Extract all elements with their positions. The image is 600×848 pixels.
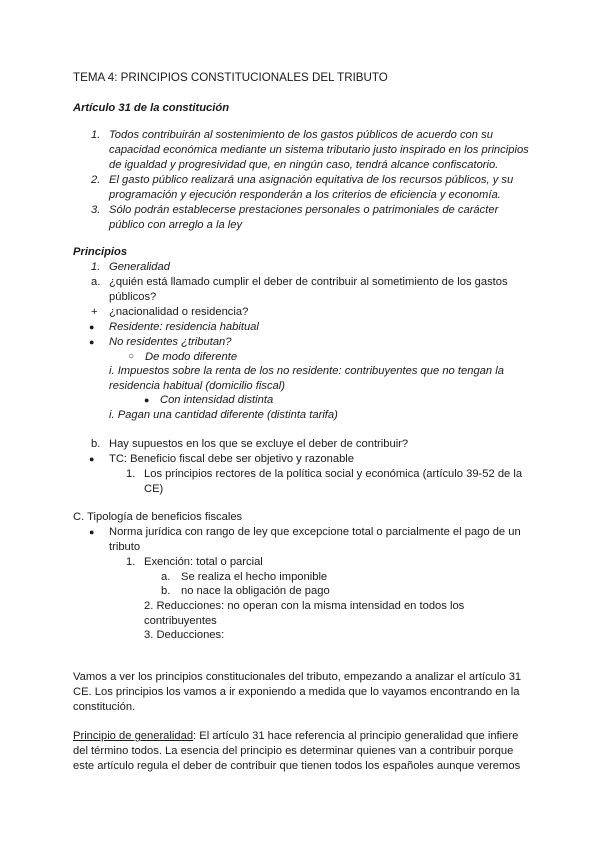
con-intensidad-item: Con intensidad distinta	[160, 394, 274, 406]
norma-line: Norma jurídica con rango de ley que excepcione total o parcialmente el pago de un	[109, 526, 521, 538]
list-marker: a.	[91, 276, 101, 288]
bullet-icon: ●	[89, 337, 95, 347]
question-line: públicos?	[109, 291, 157, 303]
list-marker: 1.	[126, 556, 136, 568]
principios-rectores-line: CE)	[144, 483, 164, 495]
tc-item: TC: Beneficio fiscal debe ser objetivo y razonable	[109, 453, 355, 465]
article-item-marker: 1.	[91, 129, 101, 141]
bullet-icon: ●	[89, 322, 95, 332]
principios-rectores-line: Los principios rectores de la política social y económica (artículo 39-52 de la	[144, 468, 523, 480]
generalidad-item: Generalidad	[109, 261, 170, 273]
no-residentes-item: No residentes ¿tributan?	[109, 336, 232, 348]
paragraph-line: CE. Los principios los vamos a ir exponiendo a medida que lo vayamos encontrando en la	[73, 686, 520, 698]
impuestos-line: residencia habitual (domicilio fiscal)	[109, 380, 285, 392]
nacionalidad-item: ¿nacionalidad o residencia?	[109, 306, 249, 318]
question-line: ¿quién está llamado cumplir el deber de contribuir al sometimiento de los gastos	[109, 276, 508, 288]
residente-item: Residente: residencia habitual	[109, 321, 259, 333]
bullet-icon: ●	[144, 395, 150, 405]
article-item-line: El gasto público realizará una asignación equitativa de los recursos públicos, y su	[109, 174, 514, 186]
article-item-marker: 2.	[91, 174, 101, 186]
list-marker: 1.	[126, 468, 136, 480]
article-item-line: de igualdad y progresividad que, en ningún caso, tendrá alcance confiscatorio.	[109, 159, 499, 171]
article-heading: Artículo 31 de la constitución	[73, 102, 230, 114]
exencion-item: Exención: total o parcial	[144, 556, 263, 568]
bullet-icon: ●	[89, 527, 95, 537]
exencion-sub-item: Se realiza el hecho imponible	[181, 571, 328, 583]
list-marker: b.	[91, 438, 101, 450]
list-marker: 1.	[91, 261, 101, 273]
article-item-line: capacidad económica mediante un sistema tributario justo inspirado en los principios	[109, 144, 529, 156]
pagan-item: i. Pagan una cantidad diferente (distinta tarifa)	[109, 409, 338, 421]
paragraph-line: Vamos a ver los principios constitucionales del tributo, empezando a analizar el artículo 31	[73, 671, 522, 683]
article-item-line: público con arreglo a la ley	[109, 219, 243, 231]
principio-generalidad-link: Principio de generalidad	[73, 730, 194, 742]
norma-line: tributo	[109, 541, 141, 553]
article-item-line: Todos contribuirán al sostenimiento de los gastos públicos de acuerdo con su	[109, 129, 493, 141]
modo-diferente-item: De modo diferente	[145, 351, 238, 363]
circle-bullet-icon: ○	[128, 351, 135, 362]
article-item-marker: 3.	[91, 204, 101, 216]
exencion-sub-item: no nace la obligación de pago	[181, 585, 330, 597]
paragraph-line: constitución.	[73, 701, 136, 713]
section-b-text: Hay supuestos en los que se excluye el deber de contribuir?	[109, 438, 409, 450]
paragraph-text: : El artículo 31 hace referencia al principio generalidad que infiere	[193, 730, 519, 742]
deducciones-item: 3. Deducciones:	[144, 629, 225, 641]
section-c-heading: C. Tipología de beneficios fiscales	[73, 511, 243, 523]
paragraph-line: este artículo regula el deber de contribuir que tienen todos los españoles aunque veremos	[73, 760, 521, 772]
impuestos-line: i. Impuestos sobre la renta de los no residente: contribuyentes que no tengan la	[109, 365, 504, 377]
principios-heading: Principios	[73, 246, 128, 258]
page-title: TEMA 4: PRINCIPIOS CONSTITUCIONALES DEL TRIBUTO	[73, 71, 388, 84]
reducciones-line: contribuyentes	[144, 615, 217, 627]
plus-marker: +	[91, 306, 98, 318]
list-marker: b.	[161, 585, 171, 597]
paragraph-line: del término todos. La esencia del principio es determinar quienes van a contribuir porque	[73, 745, 514, 757]
paragraph-line	[73, 729, 518, 743]
article-item-line: Sólo podrán establecerse prestaciones personales o patrimoniales de carácter	[109, 204, 499, 216]
reducciones-line: 2. Reducciones: no operan con la misma intensidad en todos los	[144, 600, 465, 612]
bullet-icon: ●	[89, 454, 95, 464]
article-item-line: programación y ejecución responderán a los criterios de eficiencia y economía.	[109, 189, 501, 201]
list-marker: a.	[161, 571, 171, 583]
